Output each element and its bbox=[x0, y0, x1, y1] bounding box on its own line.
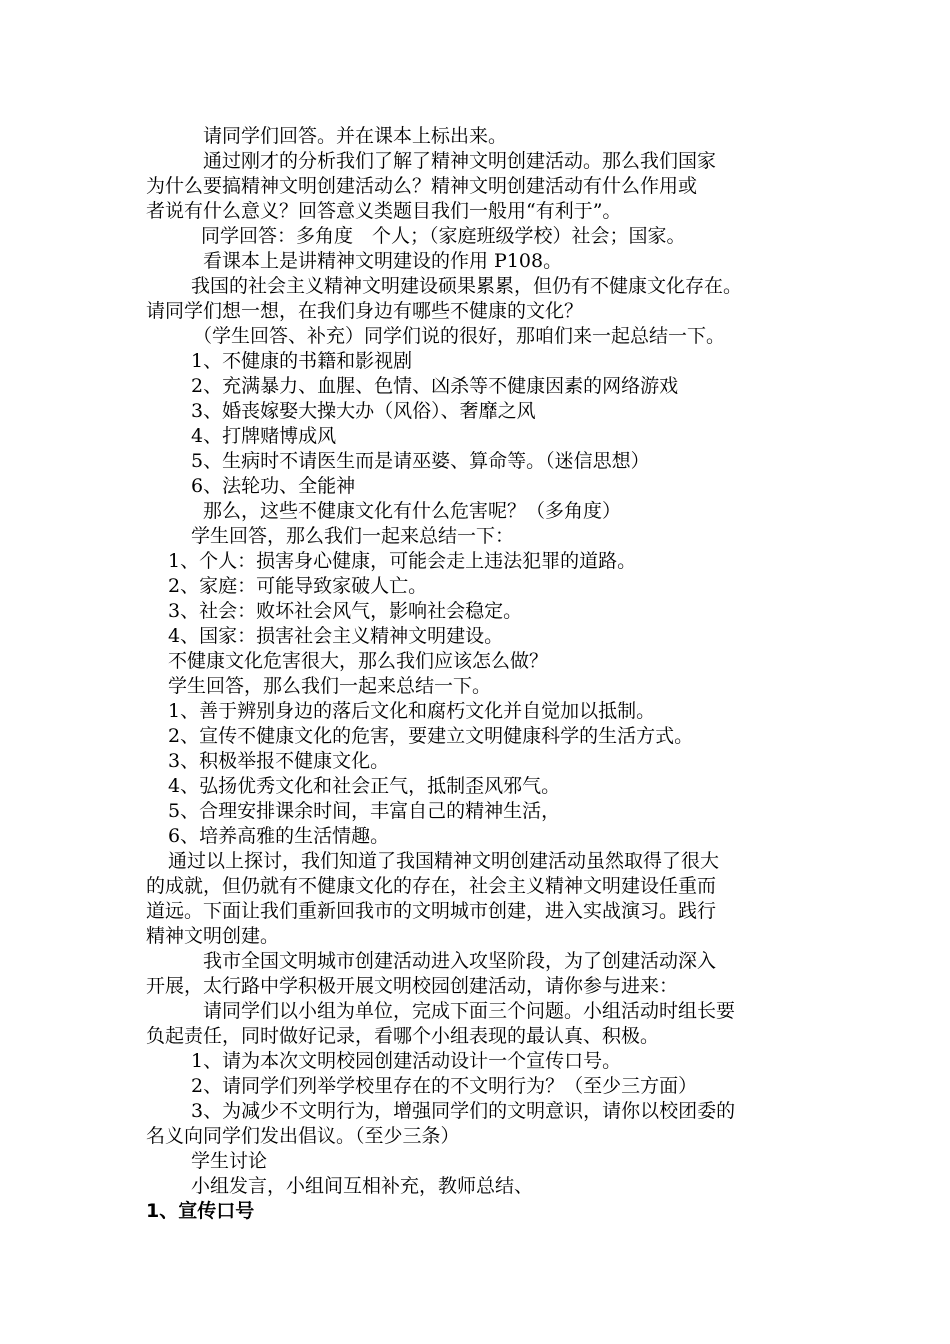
list-item: 3、婚丧嫁娶大操大办（风俗）、奢靡之风 bbox=[191, 400, 536, 422]
list-item: 5、合理安排课余时间，丰富自己的精神生活， bbox=[168, 800, 561, 822]
text-line: 开展，太行路中学积极开展文明校园创建活动，请你参与进来： bbox=[146, 975, 679, 997]
text-line: 我市全国文明城市创建活动进入攻坚阶段，为了创建活动深入 bbox=[203, 950, 717, 972]
text-line: 学生回答，那么我们一起来总结一下： bbox=[191, 525, 515, 547]
text-line: 同学回答：多角度 个人；（家庭班级学校）社会；国家。 bbox=[201, 225, 686, 247]
text-line: 请同学们回答。并在课本上标出来。 bbox=[203, 125, 508, 147]
list-item: 6、法轮功、全能神 bbox=[191, 475, 356, 497]
list-item: 1、不健康的书籍和影视剧 bbox=[191, 350, 413, 372]
text-line: 通过刚才的分析我们了解了精神文明创建活动。那么我们国家 bbox=[203, 150, 717, 172]
list-item: 1、善于辨别身边的落后文化和腐朽文化并自觉加以抵制。 bbox=[168, 700, 656, 722]
text-line: 道远。下面让我们重新回我市的文明城市创建，进入实战演习。践行 bbox=[146, 900, 717, 922]
text-line: 学生回答，那么我们一起来总结一下。 bbox=[168, 675, 492, 697]
text-line: 小组发言，小组间互相补充，教师总结、 bbox=[191, 1175, 534, 1197]
list-item: 4、弘扬优秀文化和社会正气，抵制歪风邪气。 bbox=[168, 775, 561, 797]
list-item: 2、家庭：可能导致家破人亡。 bbox=[168, 575, 428, 597]
text-line: 通过以上探讨，我们知道了我国精神文明创建活动虽然取得了很大 bbox=[168, 850, 720, 872]
list-item: 2、请同学们列举学校里存在的不文明行为？（至少三方面） bbox=[191, 1075, 698, 1097]
list-item: 1、请为本次文明校园创建活动设计一个宣传口号。 bbox=[191, 1050, 622, 1072]
list-item: 4、打牌赌博成风 bbox=[191, 425, 337, 447]
text-line: （学生回答、补充）同学们说的很好，那咱们来一起总结一下。 bbox=[193, 325, 726, 347]
list-item: 2、宣传不健康文化的危害，要建立文明健康科学的生活方式。 bbox=[168, 725, 694, 747]
text-line: 为什么要搞精神文明创建活动么？精神文明创建活动有什么作用或 bbox=[146, 175, 698, 197]
text-line: 精神文明创建。 bbox=[146, 925, 280, 947]
text-line: 者说有什么意义？回答意义类题目我们一般用“有利于”。 bbox=[146, 200, 622, 222]
text-line: 看课本上是讲精神文明建设的作用 P108。 bbox=[203, 250, 563, 272]
list-item: 1、个人：损害身心健康，可能会走上违法犯罪的道路。 bbox=[168, 550, 637, 572]
section-heading: 1、宣传口号 bbox=[146, 1200, 255, 1222]
text-line: 那么，这些不健康文化有什么危害呢？（多角度） bbox=[203, 500, 622, 522]
list-item: 4、国家：损害社会主义精神文明建设。 bbox=[168, 625, 504, 647]
list-item: 5、生病时不请医生而是请巫婆、算命等。（迷信思想） bbox=[191, 450, 650, 472]
text-line: 负起责任，同时做好记录，看哪个小组表现的最认真、积极。 bbox=[146, 1025, 660, 1047]
list-item: 3、积极举报不健康文化。 bbox=[168, 750, 390, 772]
list-item: 3、社会：败坏社会风气，影响社会稳定。 bbox=[168, 600, 523, 622]
text-line: 名义向同学们发出倡议。（至少三条） bbox=[146, 1125, 460, 1147]
text-line: 学生讨论 bbox=[191, 1150, 268, 1172]
list-item: 6、培养高雅的生活情趣。 bbox=[168, 825, 390, 847]
text-line: 请同学们想一想，在我们身边有哪些不健康的文化？ bbox=[146, 300, 584, 322]
text-line: 请同学们以小组为单位，完成下面三个问题。小组活动时组长要 bbox=[203, 1000, 736, 1022]
list-item: 3、为减少不文明行为，增强同学们的文明意识，请你以校团委的 bbox=[191, 1100, 736, 1122]
text-line: 我国的社会主义精神文明建设硕果累累，但仍有不健康文化存在。 bbox=[191, 275, 743, 297]
text-line: 不健康文化危害很大，那么我们应该怎么做？ bbox=[168, 650, 549, 672]
text-line: 的成就，但仍就有不健康文化的存在，社会主义精神文明建设任重而 bbox=[146, 875, 717, 897]
list-item: 2、充满暴力、血腥、色情、凶杀等不健康因素的网络游戏 bbox=[191, 375, 679, 397]
